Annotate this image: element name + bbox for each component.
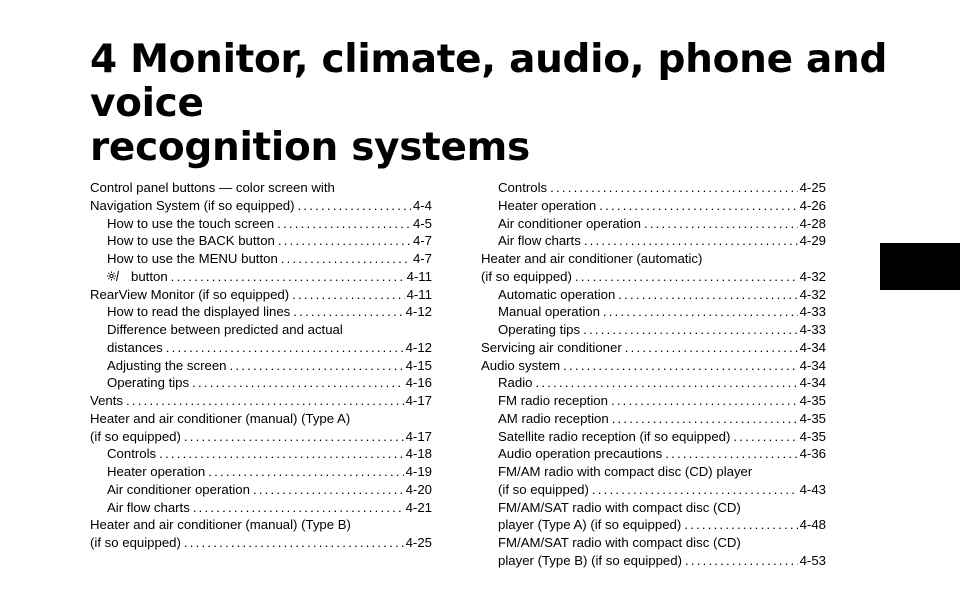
- toc-entry-row: [481, 339, 826, 357]
- toc-entry-row: [498, 374, 826, 392]
- toc-entry-title-text: Operating tips: [107, 375, 190, 391]
- toc-entry-title: [498, 428, 730, 446]
- toc-entry-row: [498, 321, 826, 339]
- toc-entry-title-text: Operating tips: [498, 322, 581, 337]
- chapter-side-tab: [880, 243, 960, 290]
- toc-entry-title-text: distances: [107, 339, 163, 355]
- toc-entry-row: [498, 232, 826, 250]
- toc-entry-title-text: Air flow charts: [498, 233, 581, 249]
- dot-leader: [230, 357, 404, 375]
- toc-entry-title-text: Radio: [498, 375, 533, 391]
- toc-entry-title-line: FM/AM/SAT radio with compact disc (CD): [498, 535, 741, 550]
- dot-leader: [292, 286, 404, 304]
- toc-entry-title-text: FM radio reception: [498, 393, 608, 408]
- toc-entry-row: [498, 215, 826, 233]
- toc-entry-title: [107, 445, 156, 463]
- toc-entry-title-text: Audio system: [481, 357, 561, 373]
- toc-page-number: 4-35: [799, 410, 826, 426]
- toc-page-number: 4-36: [799, 446, 826, 462]
- toc-entry-row: [107, 374, 432, 392]
- toc-entry-row: [498, 445, 826, 463]
- dot-leader: [599, 197, 797, 215]
- toc-entry-title-line: Difference between predicted and actual: [107, 322, 343, 337]
- toc-entry-title-text: player (Type B) (if so equipped): [498, 552, 682, 568]
- toc-entry: [481, 463, 826, 499]
- toc-entry-title-text: Air flow charts: [107, 499, 190, 515]
- toc-page-number: 4-17: [405, 428, 432, 444]
- toc-entry: [481, 534, 826, 570]
- toc-entry-row: [107, 481, 432, 499]
- toc-entry: [90, 215, 432, 233]
- toc-entry-title-line: FM/AM/SAT radio with compact disc (CD): [498, 499, 741, 515]
- toc-entry-title-text: Air conditioner operation: [107, 481, 250, 497]
- toc-page-number: 4-43: [799, 481, 826, 497]
- toc-page-number: 4-20: [405, 481, 432, 497]
- toc-entry-row: [107, 499, 432, 517]
- toc-page-number: 4-25: [799, 180, 826, 195]
- toc-entry-row: [107, 463, 432, 481]
- toc-page-number: 4-28: [799, 215, 826, 231]
- toc-page-number: 4-11: [406, 286, 432, 302]
- dot-leader: [611, 392, 798, 410]
- dot-leader: [563, 357, 797, 375]
- dot-leader: [193, 499, 404, 517]
- dot-leader: [575, 268, 798, 286]
- toc-entry: [481, 392, 826, 410]
- toc-entry-title: [107, 268, 168, 286]
- toc-page-number: 4-48: [799, 517, 826, 533]
- toc-entry-title-text: button: [131, 268, 168, 284]
- toc-entry-row: [498, 552, 826, 570]
- toc-entry: [481, 232, 826, 250]
- toc-entry-title: [498, 481, 589, 499]
- toc-page-number: 4-18: [405, 446, 432, 462]
- toc-entry-row: [498, 410, 826, 428]
- toc-entry-title-text: Automatic operation: [498, 286, 616, 302]
- toc-entry-title: [107, 499, 190, 517]
- toc-entry-title-text: AM radio reception: [498, 410, 609, 426]
- toc-page-number: 4-16: [405, 375, 432, 391]
- toc-page-number: 4-25: [405, 535, 432, 550]
- toc-entry: [481, 357, 826, 375]
- toc-entry-row: [90, 392, 432, 410]
- dot-leader: [298, 197, 411, 215]
- toc-entry-title: [107, 374, 189, 392]
- toc-entry-title: [107, 250, 278, 268]
- toc-entry: [90, 286, 432, 304]
- dot-leader: [685, 552, 798, 570]
- toc-page-number: 4-34: [799, 339, 826, 355]
- toc-entry-title: [90, 428, 181, 446]
- toc-page-number: 4-11: [406, 268, 432, 284]
- toc-entry-title: [90, 197, 295, 215]
- toc-page-number: 4-53: [799, 552, 826, 568]
- toc-entry: [90, 303, 432, 321]
- toc-left-column: [90, 179, 432, 552]
- toc-entry-title: [498, 552, 682, 570]
- toc-entry-title: [107, 357, 227, 375]
- toc-entry: [90, 268, 432, 286]
- toc-entry-row: [107, 215, 432, 233]
- toc-entry-title: [90, 286, 289, 304]
- toc-entry-title-text: (if so equipped): [90, 535, 181, 550]
- dot-leader: [603, 303, 798, 321]
- toc-page-number: 4-34: [799, 357, 826, 373]
- toc-entry-title-text: (if so equipped): [90, 428, 181, 444]
- toc-entry-title-text: How to use the MENU button: [107, 251, 278, 266]
- toc-page-number: 4-21: [405, 499, 432, 515]
- toc-entry: [481, 286, 826, 304]
- toc-entry: [481, 250, 826, 286]
- toc-entry-row: [90, 197, 432, 215]
- toc-entry-title-text: Heater operation: [498, 197, 597, 213]
- dot-leader: [208, 463, 403, 481]
- toc-entry-title-text: Servicing air conditioner: [481, 339, 622, 355]
- dot-leader: [293, 303, 403, 321]
- toc-entry-title-line: Heater and air conditioner (manual) (Type A): [90, 410, 351, 426]
- toc-entry-title-text: Adjusting the screen: [107, 357, 227, 373]
- toc-entry: [481, 321, 826, 339]
- toc-page-number: 4-12: [405, 304, 432, 320]
- toc-page-number: 4-29: [799, 233, 826, 249]
- toc-page-number: 4-33: [799, 304, 826, 320]
- toc-entry-row: [107, 303, 432, 321]
- dot-leader: [592, 481, 798, 499]
- toc-entry-row: [90, 428, 432, 446]
- toc-entry-title: [498, 392, 608, 410]
- dot-leader: [166, 339, 404, 357]
- toc-entry-row: [107, 339, 432, 357]
- dot-leader: [126, 392, 404, 410]
- toc-entry-title-text: Navigation System (if so equipped): [90, 197, 295, 213]
- toc-entry-title-line: Heater and air conditioner (manual) (Type B): [90, 517, 351, 533]
- toc-entry-row: [481, 357, 826, 375]
- toc-entry-title: [498, 321, 580, 339]
- dot-leader: [665, 445, 797, 463]
- toc-entry-title-text: Air conditioner operation: [498, 215, 641, 231]
- toc-entry-row: [90, 534, 432, 552]
- toc-entry: [90, 499, 432, 517]
- toc-entry: [481, 499, 826, 535]
- dot-leader: [192, 374, 403, 392]
- toc-entry: [481, 303, 826, 321]
- dot-leader: [583, 321, 797, 339]
- dot-leader: [253, 481, 404, 499]
- toc-entry: [90, 232, 432, 250]
- toc-entry-title: [107, 215, 274, 233]
- toc-entry-row: [498, 516, 826, 534]
- toc-entry: [481, 374, 826, 392]
- toc-page-number: 4-32: [799, 286, 826, 302]
- toc-entry-title: [498, 215, 641, 233]
- toc-entry-title: [107, 481, 250, 499]
- toc-entry: [90, 410, 432, 446]
- dot-leader: [184, 428, 404, 446]
- dot-leader: [684, 516, 797, 534]
- toc-entry-title-line: FM/AM radio with compact disc (CD) player: [498, 464, 753, 479]
- toc-entry-title: [498, 445, 662, 463]
- toc-entry-title: [107, 232, 275, 250]
- toc-entry-title: [498, 179, 547, 197]
- chapter-title-line-1: 4 Monitor, climate, audio, phone and voice: [90, 37, 888, 126]
- toc-entry: [90, 374, 432, 392]
- toc-entry-title-text: Audio operation precautions: [498, 446, 663, 462]
- toc-entry-row: [481, 268, 826, 286]
- toc-entry: [90, 250, 432, 268]
- toc-entry-title-line: Heater and air conditioner (automatic): [481, 251, 703, 266]
- toc-entry-title: [481, 339, 622, 357]
- toc-page-number: 4-17: [405, 393, 432, 408]
- toc-entry: [481, 215, 826, 233]
- dot-leader: [733, 428, 797, 446]
- toc-entry-title-text: Vents: [90, 393, 123, 408]
- toc-entry-title-text: player (Type A) (if so equipped): [498, 517, 682, 533]
- toc-entry-title: [498, 232, 581, 250]
- toc-entry: [90, 392, 432, 410]
- toc-entry-row: [90, 286, 432, 304]
- chapter-title-line-2: recognition systems: [90, 125, 530, 170]
- toc-entry-row: [107, 232, 432, 250]
- toc-entry-title-text: RearView Monitor (if so equipped): [90, 286, 290, 302]
- toc-entry: [481, 445, 826, 463]
- toc-page-number: 4-32: [799, 268, 826, 284]
- toc-entry: [481, 339, 826, 357]
- toc-entry: [90, 481, 432, 499]
- toc-page-number: 4-15: [405, 357, 432, 373]
- dot-leader: [618, 286, 797, 304]
- dot-leader: [278, 232, 411, 250]
- toc-entry-title: [498, 197, 596, 215]
- toc-page-number: 4-26: [799, 197, 826, 213]
- dot-leader: [277, 215, 411, 233]
- toc-entry-title: [498, 516, 681, 534]
- toc-entry-row: [498, 481, 826, 499]
- dot-leader: [535, 374, 797, 392]
- toc-entry-row: [107, 357, 432, 375]
- toc-page-number: 4-4: [412, 197, 432, 213]
- toc-entry: [90, 357, 432, 375]
- toc-entry-title: [498, 374, 532, 392]
- toc-entry-title-text: Controls: [107, 446, 157, 462]
- toc-entry-title: [107, 303, 290, 321]
- dot-leader: [184, 534, 404, 552]
- toc-entry-row: [498, 392, 826, 410]
- toc-entry-title: [498, 410, 609, 428]
- toc-entry-title-text: Manual operation: [498, 304, 600, 320]
- dot-leader: [644, 215, 798, 233]
- toc-entry-title-text: Heater operation: [107, 464, 206, 479]
- toc-entry-title: [498, 286, 615, 304]
- toc-entry: [90, 445, 432, 463]
- toc-entry-title: [107, 339, 163, 357]
- toc-entry: [90, 516, 432, 552]
- toc-entry-row: [107, 445, 432, 463]
- toc-entry: [90, 321, 432, 357]
- toc-entry-title-line: Control panel buttons — color screen with: [90, 180, 335, 195]
- toc-entry-title-text: How to use the touch screen: [107, 215, 275, 231]
- toc-entry: [90, 179, 432, 215]
- toc-page-number: 4-7: [412, 251, 432, 266]
- toc-entry-title-text: (if so equipped): [498, 481, 589, 497]
- toc-page-number: 4-5: [412, 215, 432, 231]
- toc-right-column: [481, 179, 826, 570]
- toc-entry-title: [90, 534, 181, 552]
- toc-entry-title-text: Satellite radio reception (if so equipped): [498, 428, 731, 444]
- toc-entry-title: [498, 303, 600, 321]
- toc-entry: [481, 179, 826, 197]
- dot-leader: [171, 268, 405, 286]
- toc-page-number: 4-35: [799, 393, 826, 408]
- toc-entry-row: [107, 268, 432, 286]
- toc-entry-row: [498, 197, 826, 215]
- chapter-title: [90, 38, 960, 170]
- toc-entry-title-text: Controls: [498, 180, 548, 195]
- toc-entry-title-text: How to use the BACK button: [107, 233, 275, 249]
- dot-leader: [281, 250, 411, 268]
- toc-entry: [481, 197, 826, 215]
- toc-entry: [481, 410, 826, 428]
- dot-leader: [625, 339, 798, 357]
- toc-entry-title: [90, 392, 123, 410]
- toc-entry-row: [107, 250, 432, 268]
- toc-page-number: 4-19: [405, 464, 432, 479]
- dot-leader: [550, 179, 797, 197]
- toc-entry-row: [498, 428, 826, 446]
- dot-leader: [159, 445, 403, 463]
- toc-entry-title-text: How to read the displayed lines: [107, 304, 291, 320]
- toc-entry: [90, 463, 432, 481]
- toc-entry-row: [498, 286, 826, 304]
- toc-page-number: 4-34: [799, 375, 826, 391]
- toc-entry-row: [498, 179, 826, 197]
- dot-leader: [584, 232, 798, 250]
- toc-entry-title: [481, 357, 560, 375]
- toc-entry: [481, 428, 826, 446]
- toc-entry-title: [481, 268, 572, 286]
- dot-leader: [612, 410, 798, 428]
- toc-entry-row: [498, 303, 826, 321]
- toc-page-number: 4-33: [799, 322, 826, 337]
- brightness-display-icon: [107, 270, 127, 282]
- toc-page-number: 4-12: [405, 339, 432, 355]
- toc-page-number: 4-35: [799, 428, 826, 444]
- toc-entry-title: [107, 463, 205, 481]
- toc-entry-title-text: (if so equipped): [481, 268, 572, 284]
- toc-page-number: 4-7: [412, 233, 432, 249]
